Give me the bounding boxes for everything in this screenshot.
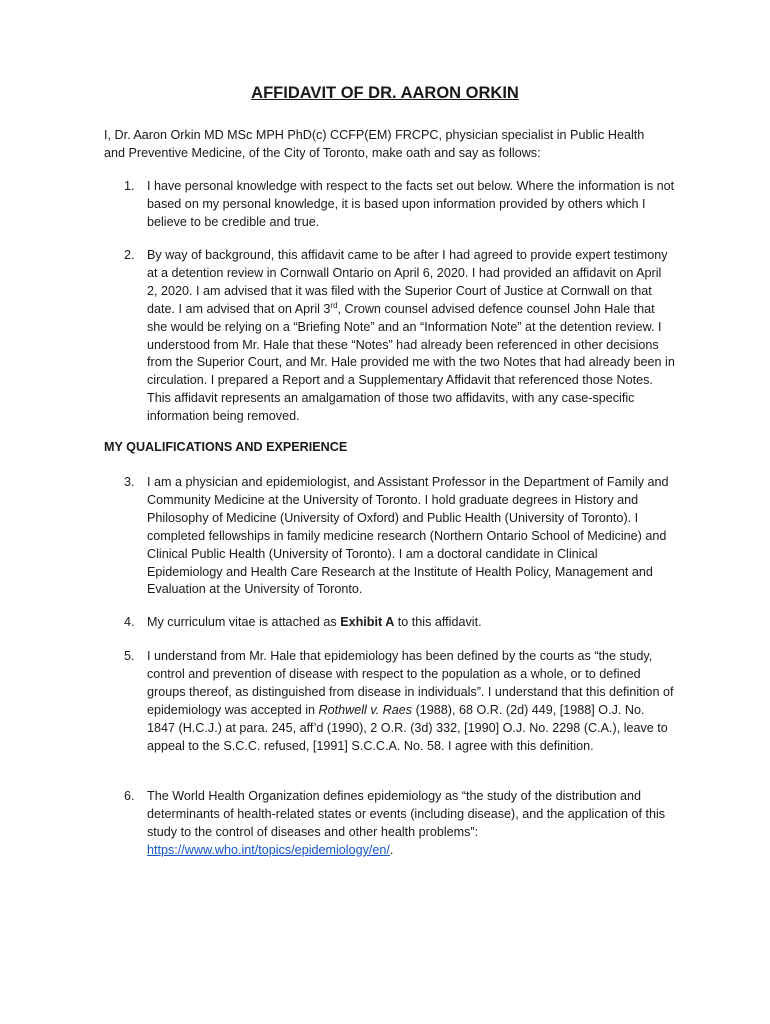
section-heading: MY QUALIFICATIONS AND EXPERIENCE (104, 440, 348, 454)
paragraph-text-part: . (389, 842, 394, 857)
paragraph-text: I am a physician and epidemiologist, and Assistant Professor in the Department of Family and Community Medicine at the University of Toronto. I hold graduate degrees in History and Philosophy of Medicine (University of Oxford) and Public Health (University of Toronto). I completed fellowships in family medicine research (Northern Ontario School of Medicine) and Clinical Public Health (University of Toronto). I am a doctoral candidate in Clinical Epidemiology and Health Care Research at the Institute of Health Policy, Management and Evaluation at the University of Toronto. (147, 475, 669, 597)
paragraph-text-part: (1988), 68 O.R. (2d) 449, [1988] O.J. No. 1847 (H.C.J.) at para. 245, aff’d (1990), 2 O.R. (3d) 332, [1990] O.J. No. 2298 (C.A.), leave to appeal to the S.C.C. refused, [1991] S.C.C.A. No. 58. I agree with this definition. (147, 702, 668, 753)
paragraph-number: 2. (124, 248, 135, 262)
paragraph-5 (104, 648, 684, 755)
paragraph-number: 3. (124, 475, 135, 489)
paragraph-number: 1. (124, 179, 135, 193)
paragraph-2 (104, 247, 684, 426)
paragraph-6 (104, 788, 684, 860)
paragraph-text-part: By way of background, this affidavit came to be after I had agreed to provide expert testimony at a detention review in Cornwall Ontario on April 6, 2020. I had provided an affidavit on April 2, 2020. I am advised that it was filed with the Superior Court of Justice at Cornwall on that date. I am advised that on April 3 (147, 248, 668, 316)
paragraph-3 (104, 474, 684, 599)
paragraph-text-part: I understand from Mr. Hale that epidemiology has been defined by the courts as “the study, control and prevention of disease with respect to the population as a whole, or to defined groups thereof, as distinguished from disease in individuals”. I understand that this definition of epidemiology was accepted in (147, 649, 674, 717)
paragraph-text (147, 648, 675, 755)
document-title: AFFIDAVIT OF DR. AARON ORKIN (251, 84, 519, 102)
paragraph-4 (104, 614, 684, 632)
paragraph-number: 6. (124, 789, 135, 803)
paragraph-text (147, 614, 675, 632)
paragraph-text-part: My curriculum vitae is attached as (147, 615, 341, 629)
paragraph-number: 4. (124, 615, 135, 629)
paragraph-1 (104, 178, 684, 232)
exhibit-reference: Exhibit A (340, 615, 395, 629)
paragraph-text-part: to this affidavit. (394, 615, 482, 629)
paragraph-text: I have personal knowledge with respect to the facts set out below. Where the information is not based on my personal knowledge, it is based upon information provided by others which I believe to be credible and true. (147, 179, 675, 229)
paragraph-text (147, 247, 675, 426)
ordinal-suffix: rd (330, 300, 338, 310)
paragraph-text (147, 788, 675, 860)
paragraph-text-part: , Crown counsel advised defence counsel John Hale that she would be relying on a “Briefing Note” and an “Information Note” at the detention review. I understood from Mr. Hale that these “Notes” had already been referenced in other decisions from the Superior Court, and Mr. Hale provided me with the two Notes that had already been in circulation. I prepared a Report and a Supplementary Affidavit that referenced those Notes. This affidavit represents an amalgamation of those two affidavits, with any case-specific information being removed. (147, 301, 675, 424)
who-epidemiology-link[interactable]: https://www.who.int/topics/epidemiology/en/ (147, 842, 390, 857)
paragraph-text-part: The World Health Organization defines epidemiology as “the study of the distribution and determinants of health-related states or events (including disease), and the application of this study to the control of diseases and other health problems”: (147, 789, 666, 839)
case-name: Rothwell v. Raes (318, 702, 413, 717)
paragraph-number: 5. (124, 649, 135, 663)
intro-paragraph: I, Dr. Aaron Orkin MD MSc MPH PhD(c) CCFP(EM) FRCPC, physician specialist in Public Health and Preventive Medicine, of the City of Toronto, make oath and say as follows: (104, 128, 645, 160)
